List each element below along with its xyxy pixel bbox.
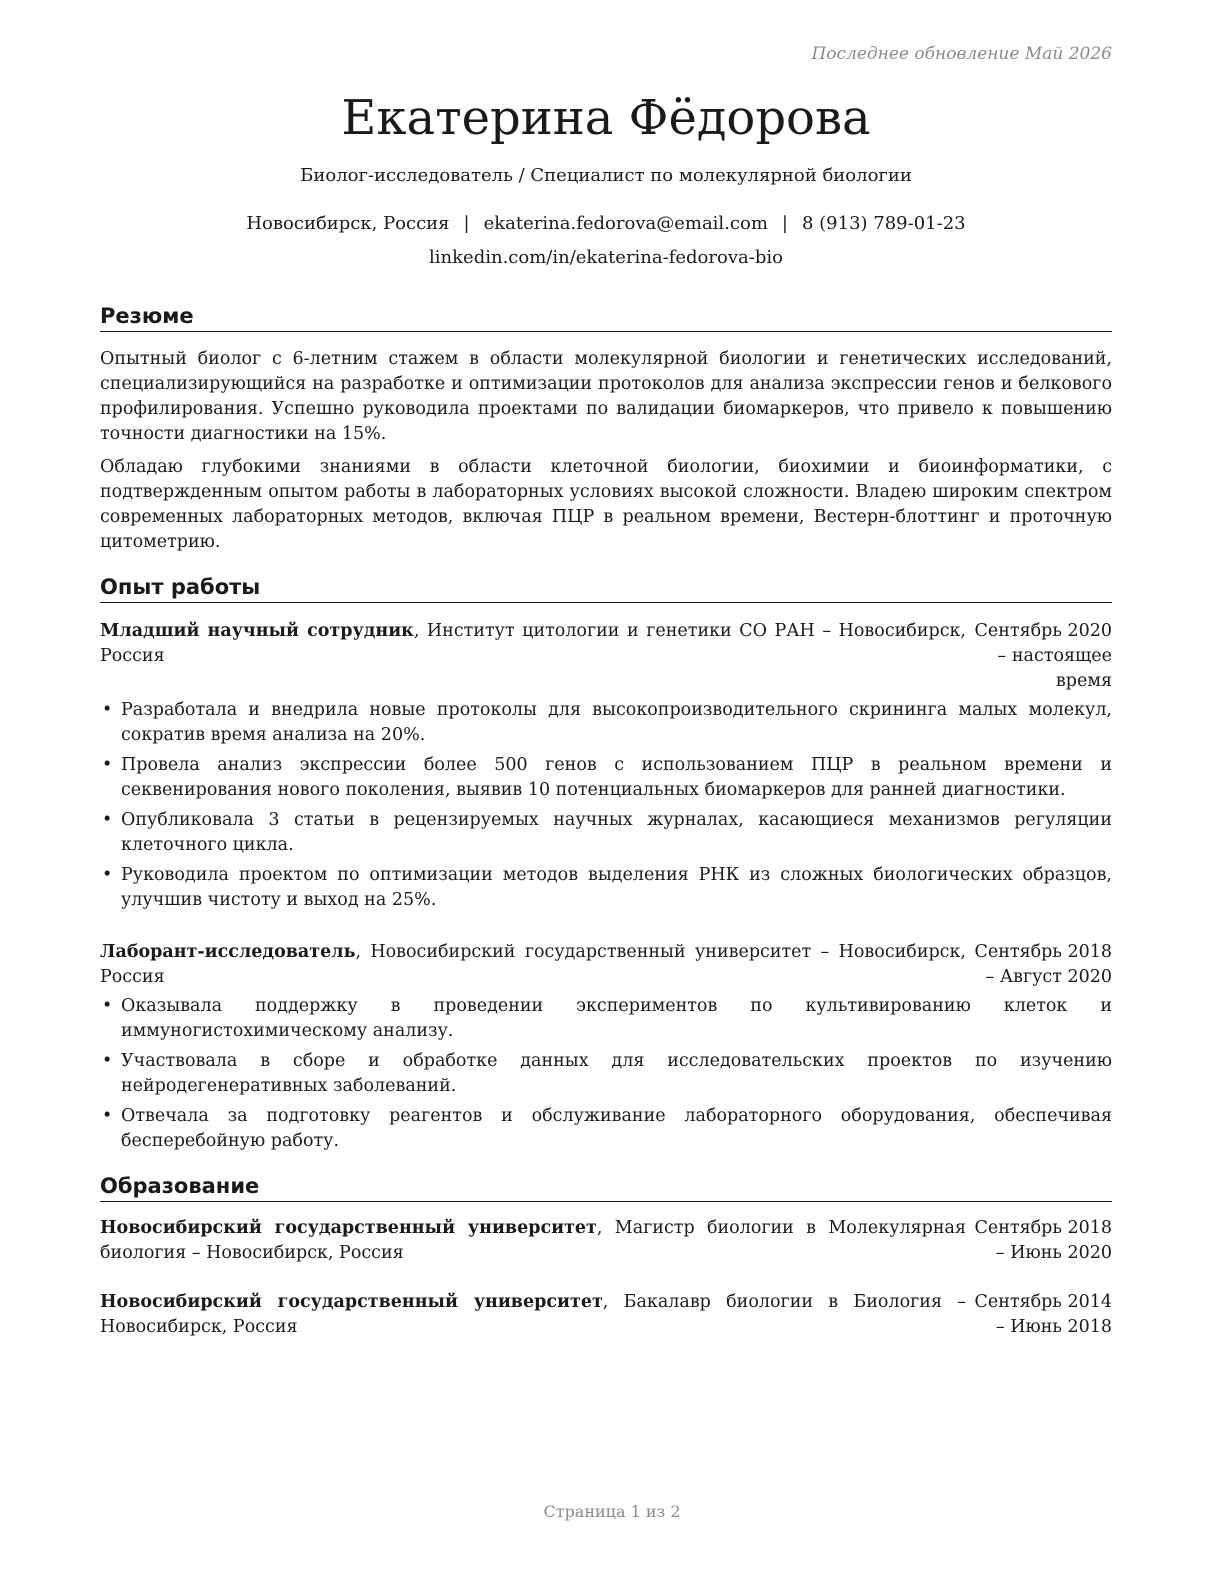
bullet-text: Участвовала в сборе и обработке данных для исследовательских проектов по изучению нейродегенеративных заболеваний.: [121, 1051, 1112, 1096]
job-bullets: [100, 698, 1112, 913]
list-item: [100, 1104, 1112, 1154]
email-link[interactable]: ekaterina.fedorova@email.com: [483, 213, 768, 234]
location: Новосибирск, Россия: [246, 213, 450, 234]
resume-page: [100, 86, 1112, 1340]
bullet-text: Разработала и внедрила новые протоколы для высокопроизводительного скрининга малых молекул, сократив время анализа на 20%.: [121, 700, 1112, 745]
bullet-icon: •: [102, 1051, 113, 1071]
linkedin-link[interactable]: linkedin.com/in/ekaterina-fedorova-bio: [429, 247, 783, 268]
separator: |: [781, 213, 788, 234]
list-item: [100, 863, 1112, 913]
phone: 8 (913) 789-01-23: [801, 213, 966, 234]
education-dates: Сентябрь 2014 – Июнь 2018: [974, 1292, 1112, 1337]
page-number: Страница 1 из 2: [543, 1502, 681, 1521]
education-header: [100, 1216, 966, 1266]
bullet-icon: •: [102, 810, 113, 830]
education-entry: [100, 1290, 1112, 1340]
section-heading-education: Образование: [100, 1172, 1112, 1202]
bullet-text: Оказывала поддержку в проведении экспериментов по культивированию клеток и иммуногистохимическому анализу.: [121, 996, 1112, 1041]
job-org: , Институт цитологии и генетики СО РАН – Новосибирск, Россия: [100, 621, 966, 666]
summary-section: [100, 302, 1112, 555]
separator: |: [463, 213, 470, 234]
job-entry: [100, 940, 1112, 990]
summary-paragraph: Опытный биолог с 6-летним стажем в области молекулярной биологии и генетических исследований, специализирующийся на разработке и оптимизации протоколов для анализа экспрессии генов и белкового профилирования. Успешно руководила проектами по валидации биомаркеров, что привело к повышению точности диагностики на 15%.: [100, 349, 1112, 444]
contact-line: [100, 212, 1112, 236]
candidate-title: Биолог-исследователь / Специалист по молекулярной биологии: [300, 165, 912, 186]
school-name: Новосибирский государственный университет: [100, 1218, 597, 1238]
job-header: [100, 619, 966, 669]
section-heading-summary: Резюме: [100, 302, 1112, 332]
job-dates: Сентябрь 2018 – Август 2020: [974, 942, 1112, 987]
job-role: Младший научный сотрудник: [100, 621, 414, 641]
list-item: [100, 808, 1112, 858]
bullet-text: Отвечала за подготовку реагентов и обслуживание лабораторного оборудования, обеспечивая бесперебойную работу.: [121, 1106, 1112, 1151]
job-org: , Новосибирский государственный университет – Новосибирск, Россия: [100, 942, 966, 987]
job-role: Лаборант-исследователь: [100, 942, 356, 962]
section-heading-experience: Опыт работы: [100, 573, 1112, 603]
education-dates: Сентябрь 2018 – Июнь 2020: [974, 1218, 1112, 1263]
list-item: [100, 1049, 1112, 1099]
candidate-name: Екатерина Фёдорова: [341, 90, 871, 146]
education-header: [100, 1290, 966, 1340]
degree-detail: , Магистр биологии в Молекулярная биология – Новосибирск, Россия: [100, 1218, 966, 1263]
list-item: [100, 698, 1112, 748]
bullet-icon: •: [102, 996, 113, 1016]
degree-detail: , Бакалавр биологии в Биология – Новосибирск, Россия: [100, 1292, 966, 1337]
bullet-icon: •: [102, 755, 113, 775]
job-entry: [100, 619, 1112, 694]
school-name: Новосибирский государственный университет: [100, 1292, 603, 1312]
bullet-text: Провела анализ экспрессии более 500 генов с использованием ПЦР в реальном времени и секвенирования нового поколения, выявив 10 потенциальных биомаркеров для ранней диагностики.: [121, 755, 1112, 800]
list-item: [100, 994, 1112, 1044]
bullet-text: Опубликовала 3 статьи в рецензируемых научных журналах, касающиеся механизмов регуляции клеточного цикла.: [121, 810, 1112, 855]
bullet-icon: •: [102, 865, 113, 885]
bullet-text: Руководила проектом по оптимизации методов выделения РНК из сложных биологических образцов, улучшив чистоту и выход на 25%.: [121, 865, 1112, 910]
list-item: [100, 753, 1112, 803]
job-bullets: [100, 994, 1112, 1154]
job-dates: Сентябрь 2020 – настоящее время: [974, 621, 1112, 691]
education-section: [100, 1172, 1112, 1340]
education-entry: [100, 1216, 1112, 1266]
job-header: [100, 940, 966, 990]
bullet-icon: •: [102, 1106, 113, 1126]
last-updated: Последнее обновление Май 2026: [811, 44, 1112, 64]
summary-paragraph: Обладаю глубокими знаниями в области клеточной биологии, биохимии и биоинформатики, с подтвержденным опытом работы в лабораторных условиях высокой сложности. Владею широким спектром современных лабораторных методов, включая ПЦР в реальном времени, Вестерн-блоттинг и проточную цитометрию.: [100, 457, 1112, 552]
experience-section: [100, 573, 1112, 1154]
bullet-icon: •: [102, 700, 113, 720]
